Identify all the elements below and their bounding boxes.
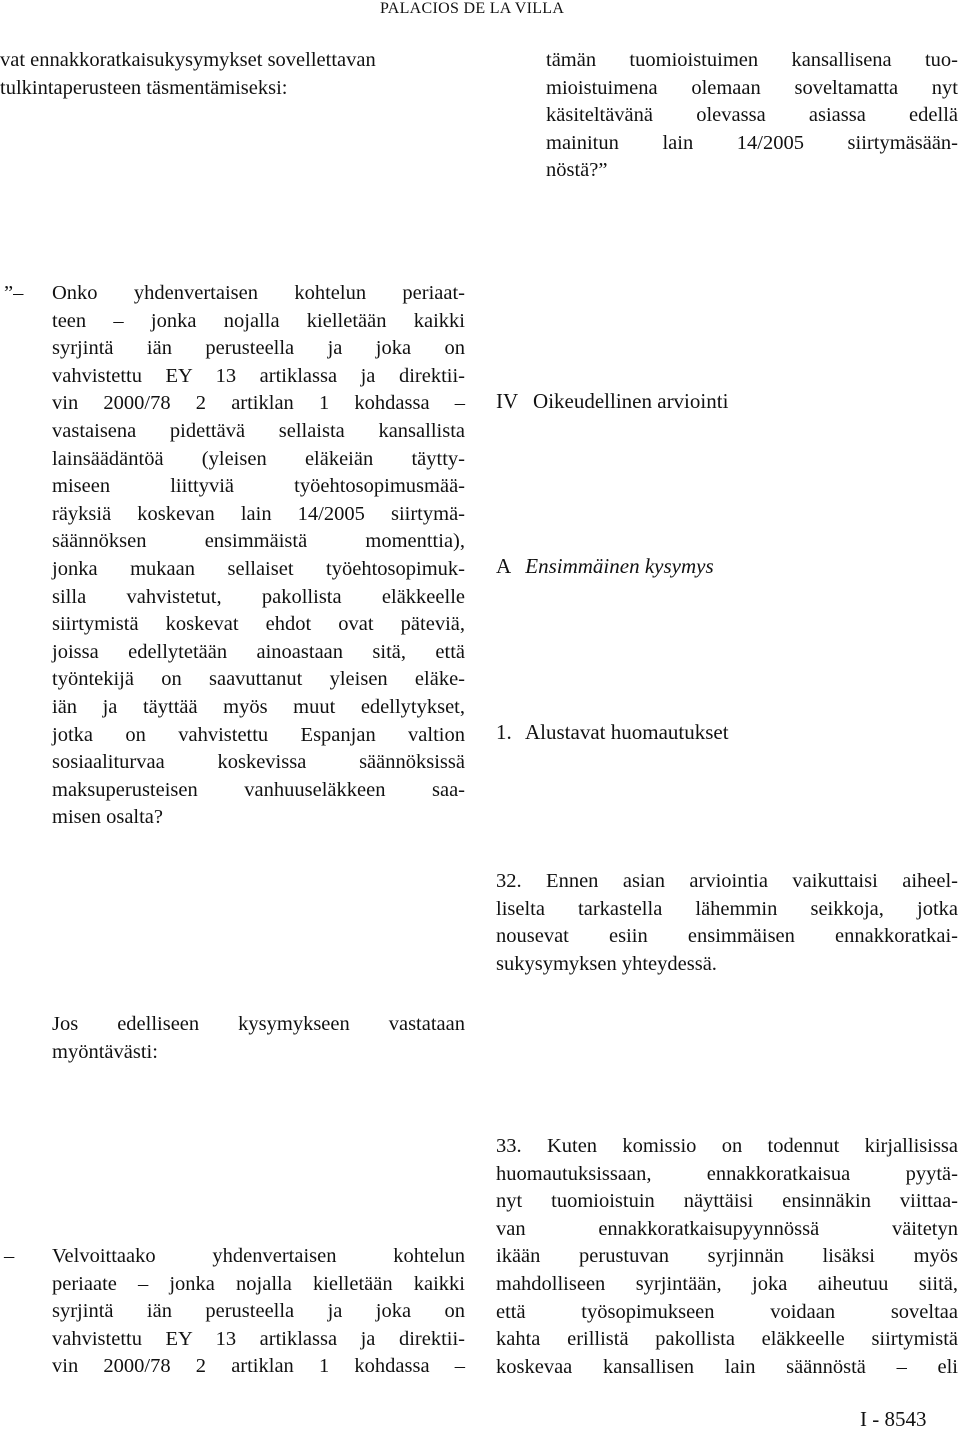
sub-subsection-heading	[496, 718, 729, 746]
text-line: vin 2000/78 2 artiklan 1 kohdassa –	[52, 392, 465, 415]
left-intro	[0, 47, 465, 102]
text-line: kahta erillistä pakollista eläkkeelle siirtymistä	[496, 1328, 958, 1351]
text-line: maksuperusteisen vanhuuseläkkeen saa-	[52, 778, 465, 801]
section-title: Oikeudellinen arviointi	[533, 389, 729, 413]
text-line: sukysymyksen yhteydessä.	[496, 952, 717, 975]
text-line: mahdolliseen syrjintään, joka aiheutuu siitä,	[496, 1272, 958, 1295]
text-line: Onko yhdenvertaisen kohtelun periaat-	[52, 282, 465, 304]
sub-subsection-title: Alustavat huomautukset	[525, 720, 729, 744]
text-line: tulkintaperusteen täsmentämiseksi:	[0, 76, 288, 99]
subsection-heading	[496, 552, 714, 580]
text-line: joissa edellytetään ainoastaan sitä, että	[52, 640, 465, 663]
text-line: syrjintä iän perusteella ja joka on	[52, 337, 465, 360]
subsection-title: Ensimmäinen kysymys	[525, 554, 714, 578]
text-line: Jos edelliseen kysymykseen vastataan	[52, 1013, 465, 1035]
sub-subsection-number: 1.	[496, 720, 512, 744]
text-line: sosiaaliturvaa koskevissa säännöksissä	[52, 751, 465, 774]
text-line: lainsäädäntöä (yleisen eläkeiän täytty-	[52, 447, 465, 470]
paragraph-33	[496, 1133, 958, 1381]
conditional-text	[52, 1011, 465, 1066]
text-line: ikään perustuvan syrjinnän lisäksi myös	[496, 1245, 958, 1268]
text-line: työntekijä on saavuttanut yleisen eläke-	[52, 668, 465, 691]
running-head: PALACIOS DE LA VILLA	[380, 0, 565, 17]
text-line: vin 2000/78 2 artiklan 1 kohdassa –	[52, 1355, 465, 1378]
text-line: nyt tuomioistuin näyttäisi ensinnäkin viittaa-	[496, 1190, 958, 1213]
text-line: jonka mukaan sellaiset työehtosopimuk-	[52, 557, 465, 580]
text-line: siirtymistä koskevat ehdot ovat päteviä,	[52, 613, 465, 636]
text-line: van ennakkoratkaisupyynnössä väitetyn	[496, 1217, 958, 1240]
page-number: I - 8543	[860, 1407, 927, 1431]
text-line: huomautuksissaan, ennakkoratkaisua pyytä-	[496, 1162, 958, 1185]
text-line: nöstä?”	[546, 159, 608, 182]
text-line: mainitun lain 14/2005 siirtymäsään-	[546, 131, 958, 154]
text-line: miseen liittyviä työehtosopimusmää-	[52, 475, 465, 498]
text-line: vastaisena pidettävä sellaista kansallista	[52, 419, 465, 442]
section-heading	[496, 387, 728, 415]
right-continuation	[546, 47, 958, 185]
question1-marker: ”–	[4, 282, 24, 304]
text-line: käsiteltävänä olevassa asiassa edellä	[546, 104, 958, 127]
text-line: misen osalta?	[52, 806, 164, 829]
text-line: mioistuimena olemaan soveltamatta nyt	[546, 76, 958, 99]
text-line: vahvistettu EY 13 artiklassa ja direktii-	[52, 364, 465, 387]
text-line: teen – jonka nojalla kielletään kaikki	[52, 309, 465, 332]
text-line: Velvoittaako yhdenvertaisen kohtelun	[52, 1245, 465, 1267]
subsection-letter: A	[496, 554, 511, 578]
question2-text	[52, 1243, 465, 1381]
text-line: vat ennakkoratkaisukysymykset sovellettavan	[0, 49, 376, 71]
text-line: tämän tuomioistuimen kansallisena tuo-	[546, 49, 958, 71]
text-line: koskevaa kansallisen lain säännöstä – eli	[496, 1355, 958, 1378]
text-line: myöntävästi:	[52, 1040, 158, 1063]
text-line: periaate – jonka nojalla kielletään kaikki	[52, 1272, 465, 1295]
question1-text	[52, 280, 465, 832]
text-line: 32. Ennen asian arviointia vaikuttaisi aiheel-	[496, 870, 958, 892]
section-number: IV	[496, 389, 518, 413]
text-line: silla vahvistetut, pakollista eläkkeelle	[52, 585, 465, 608]
text-line: nousevat esiin ensimmäisen ennakkoratkai-	[496, 925, 958, 948]
text-line: että työsopimukseen voidaan soveltaa	[496, 1300, 958, 1323]
paragraph-32	[496, 868, 958, 978]
text-line: liselta tarkastella lähemmin seikkoja, jotka	[496, 897, 958, 920]
text-line: säännöksen ensimmäistä momenttia),	[52, 530, 465, 553]
text-line: 33. Kuten komissio on todennut kirjallisissa	[496, 1135, 958, 1157]
question2-marker: –	[4, 1245, 15, 1267]
text-line: jotka on vahvistettu Espanjan valtion	[52, 723, 465, 746]
text-line: iän ja täyttää myös muut edellytykset,	[52, 695, 465, 718]
text-line: syrjintä iän perusteella ja joka on	[52, 1300, 465, 1323]
text-line: vahvistettu EY 13 artiklassa ja direktii-	[52, 1327, 465, 1350]
text-line: räyksiä koskevan lain 14/2005 siirtymä-	[52, 502, 465, 525]
